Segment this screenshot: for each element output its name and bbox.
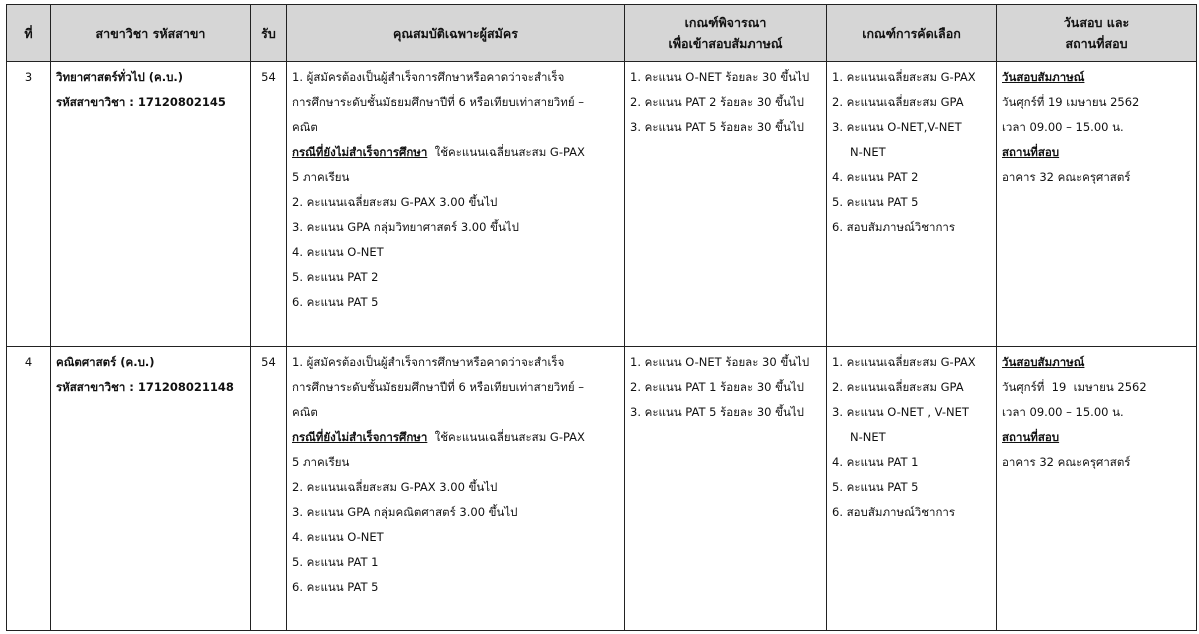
- selection-item: 5. คะแนน PAT 5: [832, 195, 919, 209]
- selection-item: 5. คะแนน PAT 5: [832, 480, 919, 494]
- qual-case-line: 5 ภาคเรียน: [292, 455, 350, 469]
- qual-item: 2. คะแนนเฉลี่ยสะสม G-PAX 3.00 ขึ้นไป: [292, 195, 498, 209]
- exam-time: เวลา 09.00 – 15.00 น.: [1002, 405, 1124, 419]
- qual-item: 5. คะแนน PAT 1: [292, 555, 379, 569]
- qual-case-line: [292, 140, 619, 165]
- qual-item: 4. คะแนน O-NET: [292, 245, 384, 259]
- header-row: [7, 5, 1197, 62]
- selection-item: 3. คะแนน O-NET,V-NET: [832, 120, 962, 134]
- qual-item: 6. คะแนน PAT 5: [292, 580, 379, 594]
- selection-item: 2. คะแนนเฉลี่ยสะสม GPA: [832, 380, 964, 394]
- header-no: ที่: [7, 5, 51, 62]
- qual-intro-line: คณิต: [292, 120, 318, 134]
- criteria-item: 2. คะแนน PAT 2 ร้อยละ 30 ขึ้นไป: [630, 95, 804, 109]
- selection-item: 1. คะแนนเฉลี่ยสะสม G-PAX: [832, 70, 976, 84]
- criteria-item: 1. คะแนน O-NET ร้อยละ 30 ขึ้นไป: [630, 70, 810, 84]
- selection-item: 4. คะแนน PAT 2: [832, 170, 919, 184]
- criteria-cell: [625, 62, 827, 347]
- program-name: คณิตศาสตร์ (ค.บ.): [56, 355, 155, 369]
- row-number: 4: [7, 347, 51, 631]
- exam-place: อาคาร 32 คณะครุศาสตร์: [1002, 170, 1131, 184]
- exam-label: วันสอบสัมภาษณ์: [1002, 355, 1085, 369]
- exam-cell: [997, 347, 1197, 631]
- selection-item: 2. คะแนนเฉลี่ยสะสม GPA: [832, 95, 964, 109]
- qual-item: 6. คะแนน PAT 5: [292, 295, 379, 309]
- program-cell: [51, 347, 251, 631]
- qual-item: 3. คะแนน GPA กลุ่มวิทยาศาสตร์ 3.00 ขึ้นไป: [292, 220, 519, 234]
- header-criteria-line2: เพื่อเข้าสอบสัมภาษณ์: [668, 36, 783, 51]
- qual-intro-line: การศึกษาระดับชั้นมัธยมศึกษาปีที่ 6 หรือเทียบเท่าสายวิทย์ –: [292, 380, 584, 394]
- header-exam-line1: วันสอบ และ: [1063, 15, 1130, 30]
- exam-date: วันศุกร์ที่ 19 เมษายน 2562: [1002, 95, 1140, 109]
- qual-intro-line: 1. ผู้สมัครต้องเป็นผู้สำเร็จการศึกษาหรือคาดว่าจะสำเร็จ: [292, 355, 565, 369]
- qual-item: 3. คะแนน GPA กลุ่มคณิตศาสตร์ 3.00 ขึ้นไป: [292, 505, 518, 519]
- header-criteria: [625, 5, 827, 62]
- qual-case-text: ใช้คะแนนเฉลี่ยนสะสม G-PAX: [427, 145, 585, 159]
- program-code: รหัสสาขาวิชา : 171208021148: [56, 380, 234, 394]
- exam-date: วันศุกร์ที่ 19 เมษายน 2562: [1002, 380, 1147, 394]
- qual-case-line: 5 ภาคเรียน: [292, 170, 350, 184]
- row-number: 3: [7, 62, 51, 347]
- exam-cell: [997, 62, 1197, 347]
- qualification-cell: [287, 347, 625, 631]
- selection-item: N-NET: [850, 145, 886, 159]
- qual-intro-line: คณิต: [292, 405, 318, 419]
- exam-time: เวลา 09.00 – 15.00 น.: [1002, 120, 1124, 134]
- table-row: [7, 62, 1197, 347]
- selection-item: 1. คะแนนเฉลี่ยสะสม G-PAX: [832, 355, 976, 369]
- qual-case-line: [292, 425, 619, 450]
- place-label: สถานที่สอบ: [1002, 430, 1060, 444]
- selection-item: 6. สอบสัมภาษณ์วิชาการ: [832, 220, 956, 234]
- criteria-item: 1. คะแนน O-NET ร้อยละ 30 ขึ้นไป: [630, 355, 810, 369]
- header-criteria-line1: เกณฑ์พิจารณา: [684, 15, 767, 30]
- place-label: สถานที่สอบ: [1002, 145, 1060, 159]
- selection-item: N-NET: [850, 430, 886, 444]
- qual-intro-line: การศึกษาระดับชั้นมัธยมศึกษาปีที่ 6 หรือเทียบเท่าสายวิทย์ –: [292, 95, 584, 109]
- qual-case-text: ใช้คะแนนเฉลี่ยนสะสม G-PAX: [427, 430, 585, 444]
- exam-place: อาคาร 32 คณะครุศาสตร์: [1002, 455, 1131, 469]
- qual-item: 5. คะแนน PAT 2: [292, 270, 379, 284]
- criteria-item: 3. คะแนน PAT 5 ร้อยละ 30 ขึ้นไป: [630, 405, 804, 419]
- qual-case-label: กรณีที่ยังไม่สำเร็จการศึกษา: [292, 430, 428, 444]
- selection-cell: [827, 347, 997, 631]
- qual-case-label: กรณีที่ยังไม่สำเร็จการศึกษา: [292, 145, 428, 159]
- header-qty: รับ: [251, 5, 287, 62]
- program-name: วิทยาศาสตร์ทั่วไป (ค.บ.): [56, 70, 184, 84]
- table-row: [7, 347, 1197, 631]
- program-cell: [51, 62, 251, 347]
- criteria-cell: [625, 347, 827, 631]
- quota: 54: [251, 347, 287, 631]
- qual-intro-line: 1. ผู้สมัครต้องเป็นผู้สำเร็จการศึกษาหรือคาดว่าจะสำเร็จ: [292, 70, 565, 84]
- header-exam-line2: สถานที่สอบ: [1065, 36, 1128, 51]
- selection-item: 3. คะแนน O-NET , V-NET: [832, 405, 969, 419]
- qual-item: 4. คะแนน O-NET: [292, 530, 384, 544]
- selection-item: 6. สอบสัมภาษณ์วิชาการ: [832, 505, 956, 519]
- qual-item: 2. คะแนนเฉลี่ยสะสม G-PAX 3.00 ขึ้นไป: [292, 480, 498, 494]
- header-qualification: คุณสมบัติเฉพาะผู้สมัคร: [287, 5, 625, 62]
- criteria-item: 2. คะแนน PAT 1 ร้อยละ 30 ขึ้นไป: [630, 380, 804, 394]
- header-program: สาขาวิชา รหัสสาขา: [51, 5, 251, 62]
- header-exam: [997, 5, 1197, 62]
- header-selection: เกณฑ์การคัดเลือก: [827, 5, 997, 62]
- qualification-cell: [287, 62, 625, 347]
- admission-table: [6, 4, 1197, 631]
- selection-item: 4. คะแนน PAT 1: [832, 455, 919, 469]
- quota: 54: [251, 62, 287, 347]
- program-code: รหัสสาขาวิชา : 17120802145: [56, 95, 226, 109]
- exam-label: วันสอบสัมภาษณ์: [1002, 70, 1085, 84]
- criteria-item: 3. คะแนน PAT 5 ร้อยละ 30 ขึ้นไป: [630, 120, 804, 134]
- selection-cell: [827, 62, 997, 347]
